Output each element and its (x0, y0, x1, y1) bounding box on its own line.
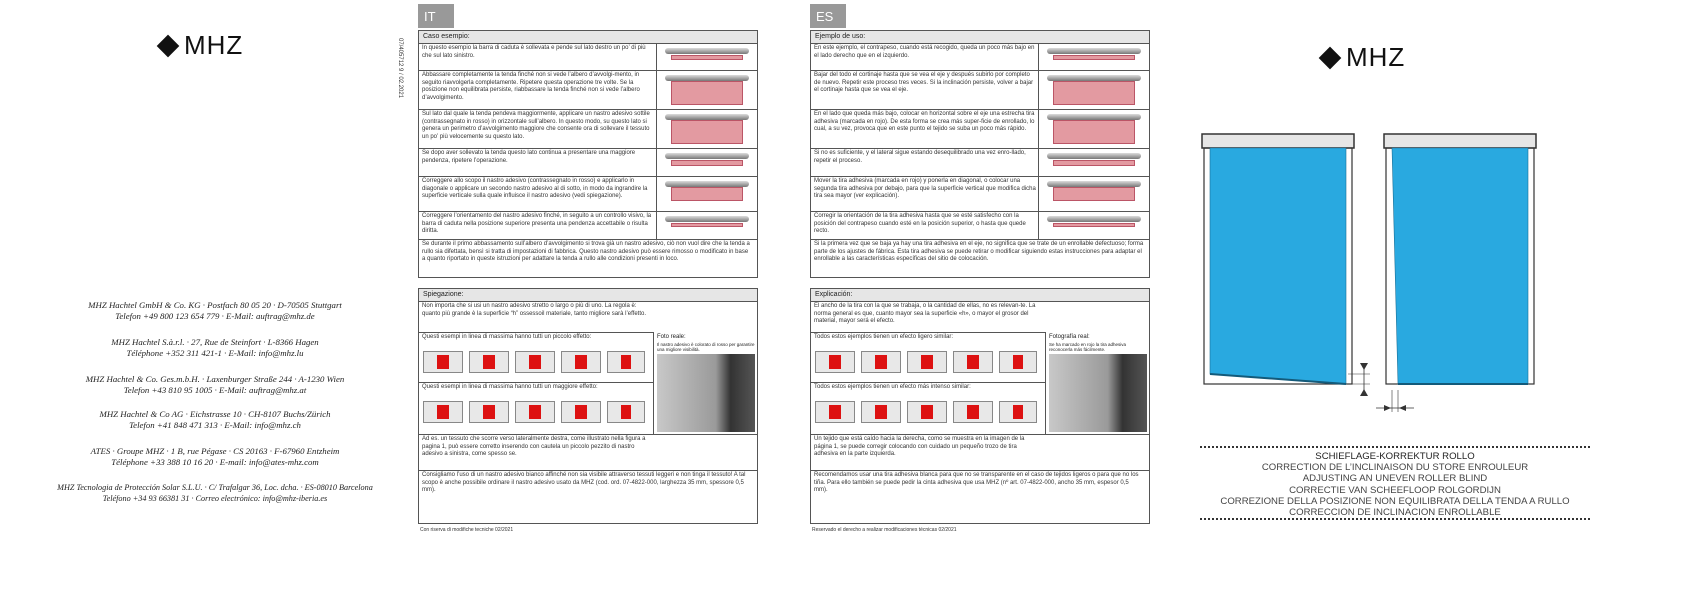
tape-diagram (607, 401, 645, 423)
title-block (1180, 451, 1610, 518)
step-text: Abbassare completamente la tenda finché non si vede l’albero d’avvolgi-mento, in seguito riavvolgerla completamente. Ripetere questa operazione tre volte. Se la posizione non equilibrata persiste, riabbassare la tenda finché non si vede l’albero d’avvolgimento. (422, 72, 640, 101)
brand-name: MHZ (1346, 42, 1406, 72)
case-example-box (418, 30, 758, 278)
explanation-row (419, 470, 757, 523)
tape-diagram (423, 401, 463, 423)
tape-diagram (561, 351, 601, 373)
tape-diagram (423, 351, 463, 373)
photo-caption: Il nastro adesivo è colorato di rosso per garantire una migliore visibilità. (657, 342, 755, 352)
step-row (419, 43, 757, 70)
step-row (811, 109, 1149, 148)
title-nl: CORRECTIE VAN SCHEEFLOOP ROLGORDIJN (1289, 484, 1501, 496)
address-block (40, 337, 390, 359)
tape-diagram (815, 401, 855, 423)
photo-title: Fotografía real: (1049, 334, 1090, 340)
tape-diagram (907, 401, 947, 423)
arrow-left-icon (1399, 405, 1406, 411)
explanation-text: Ad es. un tessuto che scorre verso lateralmente destra, come illustrato nella figura a pagina 1, può essere corretto inserendo con cautela un piccolo pezzito di nastro adesivo a sinistra, come spesso se. (422, 436, 646, 457)
photo-caption: Se ha marcado en rojo la tira adhesiva reconocerla más fácilmente. (1049, 342, 1127, 352)
tape-diagram (861, 351, 901, 373)
small-effect-row (419, 332, 653, 382)
explanation-row (811, 470, 1149, 523)
address-contact: Telefon +41 848 471 313 · E-Mail: info@mhz.ch (129, 420, 301, 430)
blind-illustration (656, 71, 757, 109)
title-de: SCHIEFLAGE-KORREKTUR ROLLO (1315, 451, 1475, 462)
blind-illustration (656, 110, 757, 148)
address-line: MHZ Hachtel S.à.r.l. · 27, Rue de Steinfort · L-8366 Hagen (111, 337, 319, 347)
roller-photo (657, 354, 755, 432)
step-row (419, 70, 757, 109)
tape-diagram (815, 351, 855, 373)
explanation-text: Recomendamos usar una tira adhesiva blanca para que no se transparente en el caso de tejidos ligeros o para que no los tiña. Para ello también se puede pedir la cinta adhesiva que usa MHZ (nº art. 07-4822-000, ancho 35 mm, espesor 0,5 mm). (814, 472, 1139, 493)
blind-fabric (1392, 148, 1528, 384)
step-row (811, 148, 1149, 176)
explanation-row (811, 434, 1149, 470)
step-text: Correggere l’orientamento del nastro adesivo finché, in seguito a un controllo visivo, la barra di caduta nella posizione superiore presenta una pendenza accettabile o risulta diritta. (422, 213, 652, 234)
title-es: CORRECCION DE INCLINACION ENROLLABLE (1289, 507, 1501, 519)
blind-illustration (656, 212, 757, 239)
blind-illustration (1038, 110, 1149, 148)
note-row (419, 239, 757, 277)
tape-diagram (953, 401, 993, 423)
note-text: Se durante il primo abbassamento sull’albero d’avvolgimento si trova già un nastro adesivo, ciò non vuol dire che la tenda a rullo sia difettata, bensì si tratta di impostazioni di fabbrica. Questo nastro adesivo può essere rimosso o modificato in base a quanto riportato in queste istruzioni per adattare la tenda a rullo alle condizioni presenti in loco. (422, 241, 750, 262)
brand-name: MHZ (184, 30, 244, 60)
small-effect-text: Todos estos ejemplos tienen un efecto ligero similar: (814, 334, 954, 340)
blind-illustration (1038, 71, 1149, 109)
dotted-divider (1200, 518, 1590, 520)
blind-illustration (656, 149, 757, 176)
address-block (40, 446, 390, 468)
tape-diagram (515, 401, 555, 423)
big-effect-row (419, 382, 653, 434)
document-code: 07/405712 9 / 02.2021 (397, 38, 403, 99)
address-block (40, 409, 390, 431)
roller-tube (1202, 134, 1354, 148)
tape-diagram (953, 351, 993, 373)
explanation-text: El ancho de la tira con la que se trabaja, o la cantidad de ellas, no es relevan-te. La norma general es que, cuanto mayor sea la superficie «h», o mayor el grosor del material, mayor será el efecto. (814, 303, 1036, 324)
address-line: MHZ Hachtel & Co AG · Eichstrasse 10 · CH-8107 Buchs/Zürich (99, 409, 331, 419)
tape-diagram (999, 401, 1037, 423)
mhz-logo (160, 30, 243, 61)
explanation-row (419, 301, 653, 332)
step-text: Bajar del todo el cortinaje hasta que se vea el eje y después subirlo por completo de nuevo. Repetir este proceso tres veces. Si la inclinación persiste, volver a bajar el cortinaje hasta que se vea el eje. (814, 72, 1034, 93)
blind-illustration (1038, 177, 1149, 211)
case-example-box (810, 30, 1150, 278)
step-text: Corregir la orientación de la tira adhesiva hasta que se esté satisfecho con la posición del contrapeso cuando esté en la posición superior, o hasta que quede recto. (814, 213, 1026, 234)
photo-title: Foto reale: (657, 334, 686, 340)
address-line: MHZ Tecnologia de Protección Solar S.L.U. · C/ Trafalgar 36, Loc. dcha. · ES-08010 Barcelona (57, 483, 373, 492)
address-line: ATES · Groupe MHZ · 1 B, rue Pégase · CS 20163 · F-67960 Entzheim (90, 446, 340, 456)
diamond-icon (157, 34, 180, 57)
arrow-down-icon (1360, 363, 1368, 370)
step-row (811, 70, 1149, 109)
step-text: Correggere allo scopo il nastro adesivo (contrassegnato in rosso) e applicarlo in diagonale o applicare un secondo nastro adesivo al di sotto, in modo da ingrandire la superficie verticale sulla quale influisce il nastro adesivo (vedi spiegazione). (422, 178, 648, 199)
footer-note: Reservado el derecho a realizar modificaciones técnicas 02/2021 (812, 527, 957, 533)
explanation-title: Spiegazione: (419, 289, 757, 302)
big-effect-row (811, 382, 1045, 434)
big-effect-text: Todos estos ejemplos tienen un efecto más intenso similar: (814, 384, 971, 390)
explanation-box (810, 288, 1150, 524)
explanation-text: Non importa che si usi un nastro adesivo stretto o largo o più di uno. La regola è: quanto più grande è la superficie “h” ossessoil materiale, tanto migliore sarà l’effetto. (422, 303, 647, 317)
step-text: Sul lato dal quale la tenda pendeva maggiormente, applicare un nastro adesivo sottile (contrassegnato in rosso) in orizzontale sull’albero. In questo modo, su questo lato si genera un perimetro d’avvolgimento maggiore che consente ora di sollevare il tessuto un po’ più velocemente su questo lato. (422, 111, 650, 140)
explanation-text: Consigliamo l’uso di un nastro adesivo bianco affinché non sia visibile attraverso tessuti leggeri e non tinga il tessuto! A tal scopo è anche possibile ordinare il nastro adesivo usato da MHZ (cod. ord. 07-4822-000, larghezza 35 mm, spessore 0,5 mm). (422, 472, 746, 493)
step-text: Si no es suficiente, y el lateral sigue estando desequilibrado una vez enro-llado, repetir el proceso. (814, 150, 1026, 164)
arrow-right-icon (1384, 405, 1391, 411)
address-contact: Téléphone +352 311 421-1 · E-Mail: info@mhz.lu (126, 348, 304, 358)
explanation-box (418, 288, 758, 524)
step-row (811, 43, 1149, 70)
step-row (419, 109, 757, 148)
step-text: En el lado que queda más bajo, colocar en horizontal sobre el eje una estrecha tira adhesiva (marcada en rojo). De esta forma se crea más super-ficie de enrollado, lo cual, a su vez, provoca que en este punto el tejido se suba un poco más rápido. (814, 111, 1035, 132)
step-row (811, 176, 1149, 211)
address-block (40, 482, 390, 504)
title-fr: CORRECTION DE L’INCLINAISON DU STORE ENROULEUR (1261, 462, 1529, 474)
case-example-title: Ejemplo de uso: (811, 31, 1149, 44)
tape-diagram (999, 351, 1037, 373)
note-text: Si la primera vez que se baja ya hay una tira adhesiva en el eje, no significa que se trate de un enrollable defectuoso; forma parte de los ajustes de fábrica. Esta tira adhesiva se puede retirar o modificar siguiendo estas instrucciones para adaptar el enrollable a las características específicas del sitio de colocación. (814, 241, 1144, 262)
address-contact: Telefon +49 800 123 654 779 · E-Mail: auftrag@mhz.de (115, 311, 315, 321)
step-row (419, 211, 757, 239)
explanation-title: Explicación: (811, 289, 1149, 302)
tab-it: IT (418, 4, 454, 28)
address-block (40, 374, 390, 396)
title-en: ADJUSTING AN UNEVEN ROLLER BLIND (1302, 473, 1488, 485)
address-line: MHZ Hachtel GmbH & Co. KG · Postfach 80 05 20 · D-70505 Stuttgart (88, 300, 342, 310)
address-contact: Téléphone +33 388 10 16 20 · E-mail: info@ates-mhz.com (111, 457, 319, 467)
step-text: En este ejemplo, el contrapeso, cuando está recogido, queda un poco más bajo en el lado derecho que en el izquierdo. (814, 45, 1035, 59)
address-block (40, 300, 390, 322)
tape-diagram (607, 351, 645, 373)
title-it: CORREZIONE DELLA POSIZIONE NON EQUILIBRATA DELLA TENDA A RULLO (1220, 495, 1570, 507)
explanation-row (419, 434, 757, 470)
big-effect-text: Questi esempi in linea di massima hanno tutti un maggiore effetto: (422, 384, 598, 390)
uneven-blind-diagram (1198, 128, 1558, 418)
roller-photo (1049, 354, 1147, 432)
address-contact: Telefon +43 810 95 1005 · E-Mail: auftrag@mhz.at (123, 385, 307, 395)
address-line: MHZ Hachtel & Co. Ges.m.b.H. · Laxenburger Straße 244 · A-1230 Wien (85, 374, 345, 384)
address-contact: Teléfono +34 93 66381 31 · Correo electrónico: info@mhz-iberia.es (102, 494, 328, 503)
arrow-up-icon (1360, 389, 1368, 396)
step-row (419, 176, 757, 211)
explanation-text: Un tejido que está caído hacia la derecha, como se muestra en la imagen de la página 1, se puede corregir colocando con cuidado un pequeño trozo de tira adhesiva en la parte izquierda. (814, 436, 1025, 457)
blind-fabric (1210, 148, 1346, 384)
step-text: Mover la tira adhesiva (marcada en rojo) y ponerla en diagonal, o colocar una segunda tira adhesiva por debajo, para que la superficie vertical que modifica dicha tira sea mayor (ver explicación). (814, 178, 1036, 199)
tape-diagram (515, 351, 555, 373)
tape-diagram (469, 351, 509, 373)
mhz-logo (1322, 42, 1405, 73)
blind-illustration (1038, 44, 1149, 70)
photo-cell (1045, 332, 1150, 434)
tape-diagram (907, 351, 947, 373)
tape-diagram (469, 401, 509, 423)
small-effect-text: Questi esempi in linea di massima hanno tutti un piccolo effetto: (422, 334, 592, 340)
note-row (811, 239, 1149, 277)
photo-cell (653, 332, 758, 434)
step-row (811, 211, 1149, 239)
step-text: In questo esempio la barra di caduta è sollevata e pende sul lato destro un po’ di più che sul lato sinistro. (422, 45, 646, 59)
step-row (419, 148, 757, 176)
dotted-divider (1200, 446, 1590, 448)
blind-illustration (1038, 149, 1149, 176)
tape-diagram (861, 401, 901, 423)
blind-illustration (1038, 212, 1149, 239)
blind-illustration (656, 44, 757, 70)
footer-note: Con riserva di modifiche tecniche 02/2021 (420, 527, 514, 533)
tape-diagram (561, 401, 601, 423)
tab-es: ES (810, 4, 846, 28)
explanation-row (811, 301, 1045, 332)
step-text: Se dopo aver sollevato la tenda questo lato continua a presentare una maggiore pendenza, ripetere l’operazione. (422, 150, 636, 164)
roller-tube (1384, 134, 1536, 148)
blind-illustration (656, 177, 757, 211)
small-effect-row (811, 332, 1045, 382)
case-example-title: Caso esempio: (419, 31, 757, 44)
diamond-icon (1319, 46, 1342, 69)
